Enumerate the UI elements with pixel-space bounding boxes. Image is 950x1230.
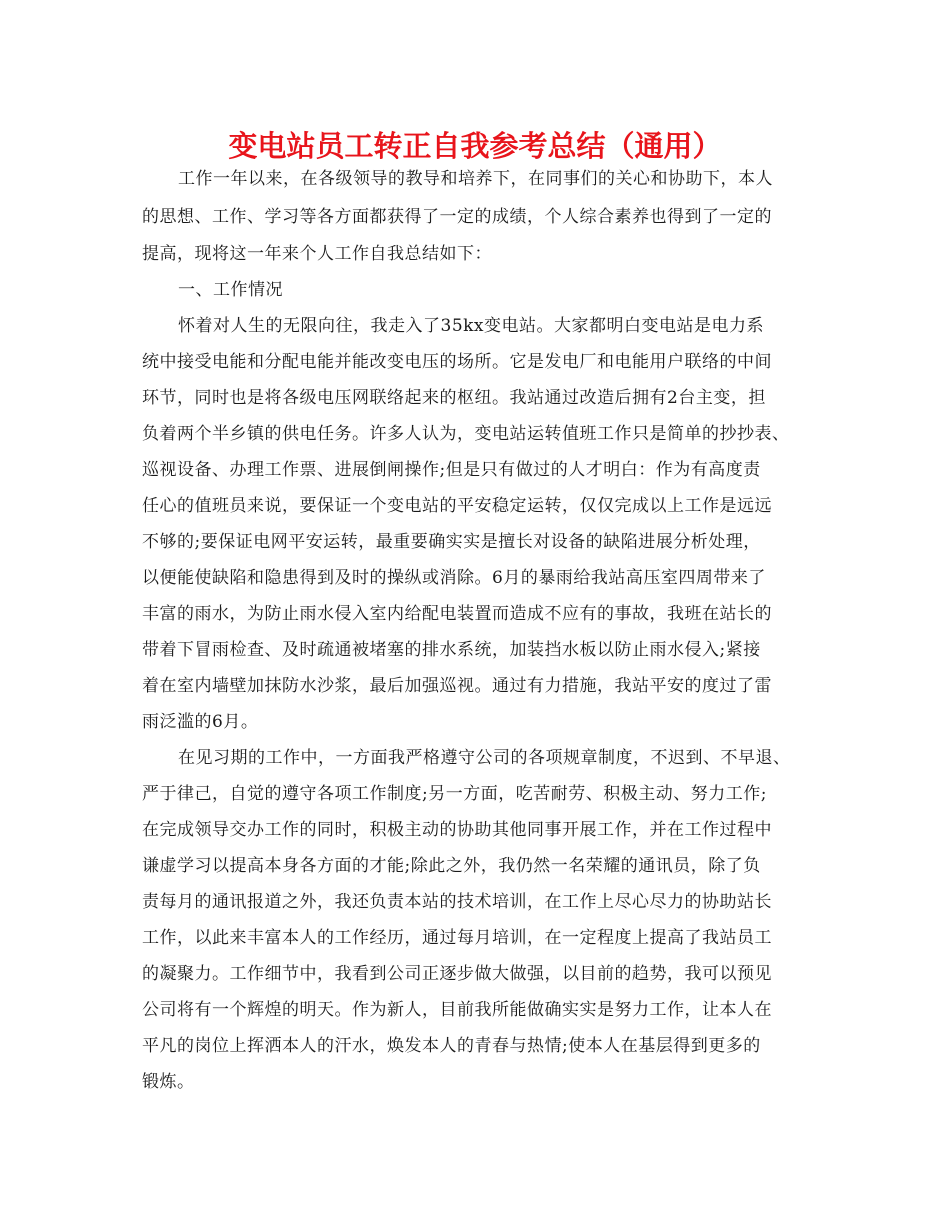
paragraph-line: 统中接受电能和分配电能并能改变电压的场所。它是发电厂和电能用户联络的中间	[142, 352, 772, 372]
paragraph-line: 怀着对人生的无限向往，我走入了35kx变电站。大家都明白变电站是电力系	[178, 316, 765, 336]
paragraph-line: 任心的值班员来说，要保证一个变电站的平安稳定运转，仅仅完成以上工作是远远	[142, 496, 772, 516]
paragraph-line: 工作一年以来，在各级领导的教导和培养下，在同事们的关心和协助下，本人	[178, 169, 773, 189]
paragraph-line: 的思想、工作、学习等各方面都获得了一定的成绩，个人综合素养也得到了一定的	[142, 207, 772, 227]
document-title: 变电站员工转正自我参考总结（通用）	[228, 129, 722, 163]
section-heading: 一、工作情况	[178, 280, 283, 300]
paragraph-line: 平凡的岗位上挥洒本人的汗水，焕发本人的青春与热情;使本人在基层得到更多的	[142, 1036, 761, 1056]
paragraph-line: 锻炼。	[142, 1072, 195, 1092]
paragraph-line: 责每月的通讯报道之外，我还负责本站的技术培训，在工作上尽心尽力的协助站长	[142, 892, 772, 912]
paragraph-line: 环节，同时也是将各级电压网联络起来的枢纽。我站通过改造后拥有2台主变，担	[142, 388, 766, 408]
paragraph-line: 以便能使缺陷和隐患得到及时的操纵或消除。6月的暴雨给我站高压室四周带来了	[142, 568, 766, 588]
paragraph-line: 雨泛滥的6月。	[142, 712, 259, 732]
paragraph-line: 着在室内墙壁加抹防水沙浆，最后加强巡视。通过有力措施，我站平安的度过了雷	[142, 676, 772, 696]
paragraph-line: 丰富的雨水，为防止雨水侵入室内给配电装置而造成不应有的事故，我班在站长的	[142, 604, 772, 624]
paragraph-line: 不够的;要保证电网平安运转，最重要确实实是擅长对设备的缺陷进展分析处理，	[142, 532, 761, 552]
paragraph-line: 在完成领导交办工作的同时，积极主动的协助其他同事开展工作，并在工作过程中	[142, 820, 772, 840]
paragraph-line: 负着两个半乡镇的供电任务。许多人认为，变电站运转值班工作只是简单的抄抄表、	[142, 424, 790, 444]
paragraph-line: 公司将有一个辉煌的明天。作为新人，目前我所能做确实实是努力工作，让本人在	[142, 1000, 772, 1020]
paragraph-line: 工作，以此来丰富本人的工作经历，通过每月培训，在一定程度上提高了我站员工	[142, 928, 772, 948]
paragraph-line: 严于律己，自觉的遵守各项工作制度;另一方面，吃苦耐劳、积极主动、努力工作;	[142, 784, 767, 804]
paragraph-line: 谦虚学习以提高本身各方面的才能;除此之外，我仍然一名荣耀的通讯员，除了负	[142, 856, 761, 876]
paragraph-line: 带着下冒雨检查、及时疏通被堵塞的排水系统，加装挡水板以防止雨水侵入;紧接	[142, 640, 761, 660]
paragraph-line: 的凝聚力。工作细节中，我看到公司正逐步做大做强，以目前的趋势，我可以预见	[142, 964, 772, 984]
paragraph-line: 在见习期的工作中，一方面我严格遵守公司的各项规章制度，不迟到、不早退、	[178, 748, 791, 768]
paragraph-line: 提高，现将这一年来个人工作自我总结如下：	[142, 244, 492, 264]
paragraph-line: 巡视设备、办理工作票、进展倒闸操作;但是只有做过的人才明白：作为有高度责	[142, 460, 761, 480]
